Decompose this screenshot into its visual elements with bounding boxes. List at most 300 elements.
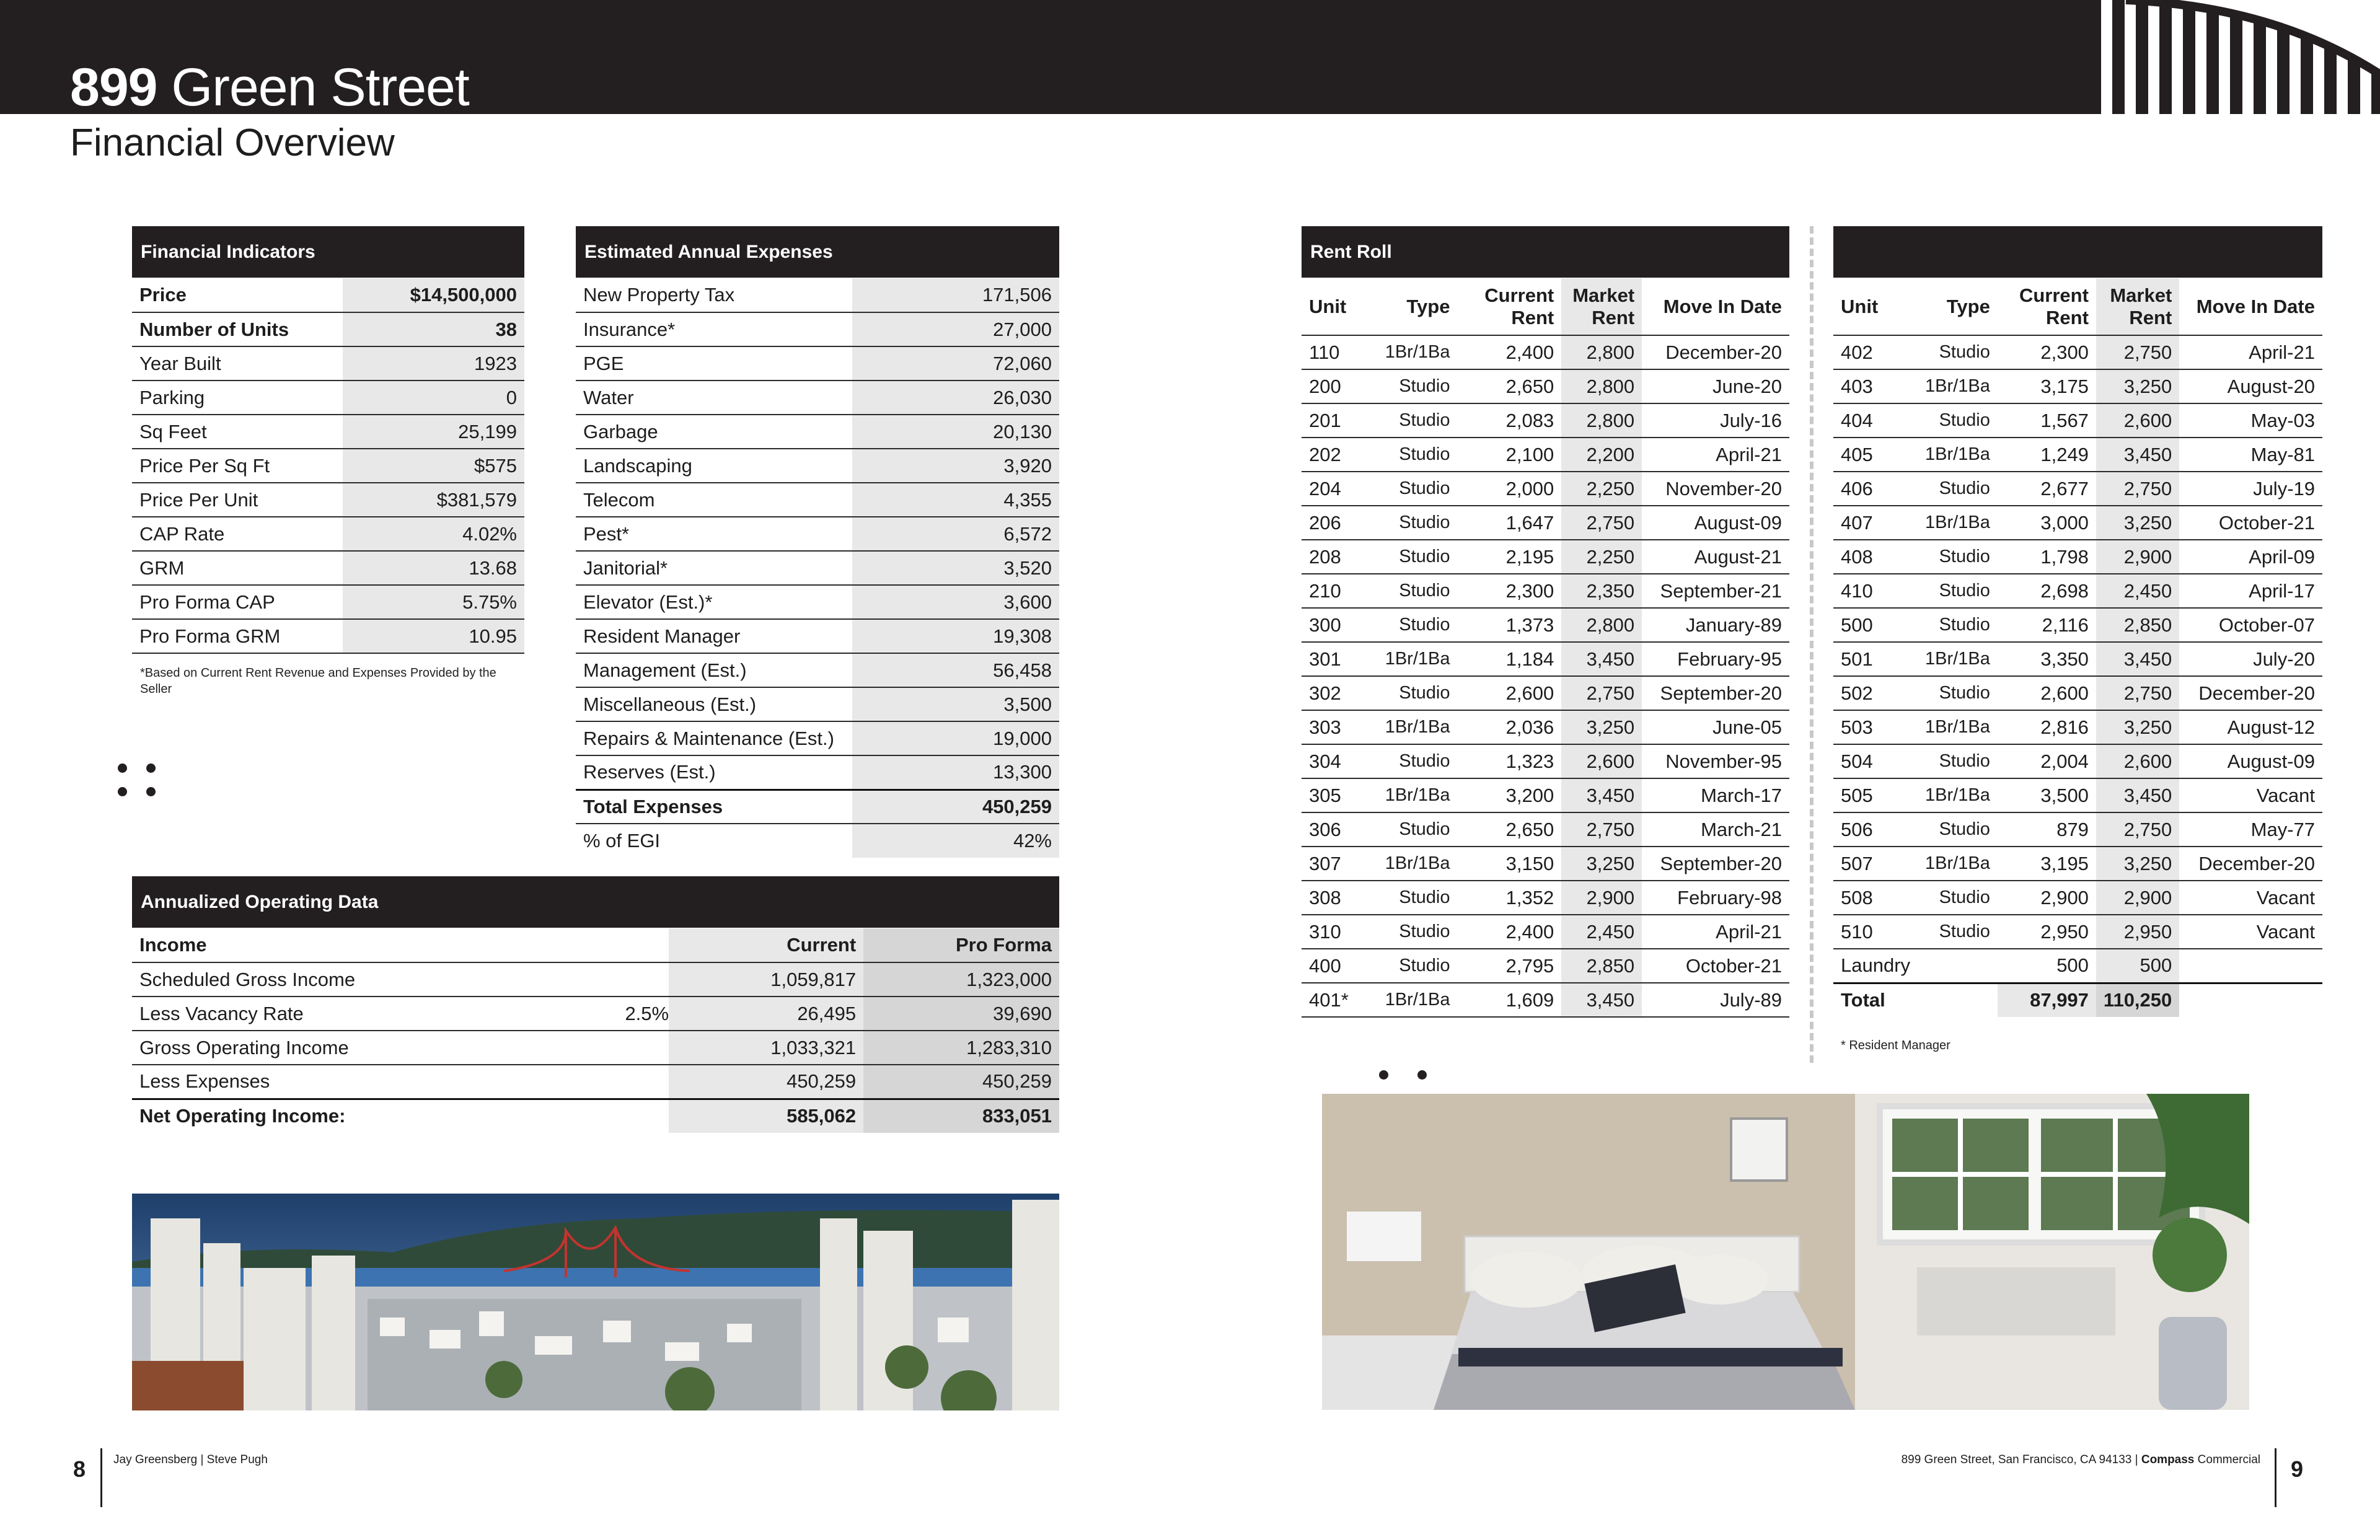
- col-market-rent: Market Rent: [1561, 278, 1642, 335]
- unit: 410: [1833, 574, 1918, 608]
- current-rent: 500: [1998, 949, 2096, 983]
- expense-value: 26,030: [852, 381, 1059, 415]
- unit: 301: [1302, 642, 1378, 676]
- indicator-value: $575: [343, 449, 524, 483]
- move-in-date: August-21: [1642, 540, 1789, 574]
- rent-roll-row: [1302, 881, 1789, 915]
- rent-roll-row: [1302, 847, 1789, 881]
- rent-roll-row: [1833, 847, 2322, 881]
- indicator-label: Price: [132, 278, 343, 312]
- col-move-in: Move In Date: [2179, 278, 2322, 335]
- move-in-date: November-20: [1642, 472, 1789, 506]
- operating-row: [132, 1031, 1059, 1065]
- type: 1Br/1Ba: [1378, 778, 1458, 812]
- col-current-rent: Current Rent: [1998, 278, 2096, 335]
- move-in-date: July-20: [2179, 642, 2322, 676]
- expense-row: [576, 517, 1059, 551]
- rent-roll-row: [1302, 369, 1789, 403]
- type: 1Br/1Ba: [1918, 710, 1998, 744]
- unit: 508: [1833, 881, 1918, 915]
- move-in-date: February-95: [1642, 642, 1789, 676]
- operating-rate: [617, 1065, 669, 1099]
- rent-roll-note: * Resident Manager: [1841, 1039, 1950, 1052]
- indicator-label: Pro Forma GRM: [132, 619, 343, 653]
- rent-roll-total-row: [1833, 983, 2322, 1017]
- expense-value: 3,600: [852, 585, 1059, 619]
- operating-proforma: 1,323,000: [863, 962, 1059, 997]
- current-rent: 3,200: [1457, 778, 1561, 812]
- operating-proforma: 1,283,310: [863, 1031, 1059, 1065]
- type: 1Br/1Ba: [1918, 778, 1998, 812]
- move-in-date: July-89: [1642, 983, 1789, 1017]
- col-unit: Unit: [1833, 278, 1918, 335]
- net-proforma: 833,051: [863, 1099, 1059, 1133]
- expenses-table: [576, 278, 1059, 858]
- current-rent: 2,100: [1457, 438, 1561, 472]
- footer-divider-right: [2275, 1448, 2276, 1507]
- current-rent: 2,900: [1998, 881, 2096, 915]
- type: 1Br/1Ba: [1378, 983, 1458, 1017]
- unit: 208: [1302, 540, 1378, 574]
- move-in-date: August-20: [2179, 369, 2322, 403]
- market-rent: 500: [2096, 949, 2179, 983]
- type: 1Br/1Ba: [1378, 335, 1458, 369]
- current-rent: 2,950: [1998, 915, 2096, 949]
- current-rent: 1,249: [1998, 438, 2096, 472]
- rent-roll-header-continued: [1833, 226, 2322, 278]
- move-in-date: September-20: [1642, 676, 1789, 710]
- operating-current: 1,059,817: [669, 962, 863, 997]
- expense-label: Pest*: [576, 517, 852, 551]
- unit: 202: [1302, 438, 1378, 472]
- type: Studio: [1378, 949, 1458, 983]
- operating-label: Less Expenses: [132, 1065, 617, 1099]
- type: Studio: [1918, 608, 1998, 642]
- rent-roll-row: [1302, 540, 1789, 574]
- move-in-date: July-16: [1642, 403, 1789, 438]
- move-in-date: August-09: [2179, 744, 2322, 778]
- rent-roll-row: [1833, 744, 2322, 778]
- indicator-label: Pro Forma CAP: [132, 585, 343, 619]
- expense-label: Landscaping: [576, 449, 852, 483]
- indicator-row: [132, 551, 524, 585]
- current-rent: 2,300: [1457, 574, 1561, 608]
- unit: 304: [1302, 744, 1378, 778]
- indicator-value: 0: [343, 381, 524, 415]
- type: Studio: [1378, 369, 1458, 403]
- current-rent: 2,036: [1457, 710, 1561, 744]
- egi-label: % of EGI: [583, 830, 661, 851]
- type: Studio: [1378, 744, 1458, 778]
- rent-roll-row: [1302, 506, 1789, 540]
- rent-roll-row: [1833, 335, 2322, 369]
- rent-roll-row: [1833, 676, 2322, 710]
- rent-roll-table-right: [1833, 278, 2322, 1017]
- indicator-row: [132, 312, 524, 346]
- expense-value: 13,300: [852, 755, 1059, 790]
- market-rent: 2,200: [1561, 438, 1642, 472]
- rent-roll-row: [1833, 574, 2322, 608]
- footer-address: 899 Green Street, San Francisco, CA 94133 | Compass Commercial: [1901, 1453, 2260, 1466]
- unit: 505: [1833, 778, 1918, 812]
- operating-current: 26,495: [669, 997, 863, 1031]
- indicator-value: 38: [343, 312, 524, 346]
- type: 1Br/1Ba: [1378, 642, 1458, 676]
- market-rent: 2,850: [2096, 608, 2179, 642]
- rent-roll-row: [1833, 369, 2322, 403]
- expense-value: 20,130: [852, 415, 1059, 449]
- market-rent: 3,450: [2096, 642, 2179, 676]
- indicator-label: Sq Feet: [132, 415, 343, 449]
- type: Studio: [1378, 438, 1458, 472]
- type: 1Br/1Ba: [1918, 506, 1998, 540]
- unit: 503: [1833, 710, 1918, 744]
- unit: 408: [1833, 540, 1918, 574]
- rent-roll-row: [1833, 949, 2322, 983]
- expense-value: 56,458: [852, 653, 1059, 687]
- rent-roll-row: [1302, 642, 1789, 676]
- move-in-date: September-21: [1642, 574, 1789, 608]
- type: Studio: [1918, 881, 1998, 915]
- unit: 404: [1833, 403, 1918, 438]
- type: Studio: [1378, 676, 1458, 710]
- market-rent: 2,750: [1561, 506, 1642, 540]
- move-in-date: Vacant: [2179, 778, 2322, 812]
- expense-row: [576, 415, 1059, 449]
- expense-label: Reserves (Est.): [576, 755, 852, 790]
- type: Studio: [1378, 881, 1458, 915]
- current-rent: 2,816: [1998, 710, 2096, 744]
- market-rent: 2,750: [1561, 812, 1642, 847]
- rent-roll-row: [1302, 438, 1789, 472]
- expense-row: [576, 381, 1059, 415]
- current-rent: 2,400: [1457, 335, 1561, 369]
- unit: 504: [1833, 744, 1918, 778]
- unit: 406: [1833, 472, 1918, 506]
- expense-value: 3,520: [852, 551, 1059, 585]
- expense-value: 4,355: [852, 483, 1059, 517]
- market-rent: 2,850: [1561, 949, 1642, 983]
- total-expenses-value: 450,259: [852, 790, 1059, 824]
- unit: 303: [1302, 710, 1378, 744]
- market-rent: 2,450: [2096, 574, 2179, 608]
- market-rent: 3,250: [2096, 369, 2179, 403]
- rent-roll-row: [1833, 403, 2322, 438]
- expense-label: New Property Tax: [576, 278, 852, 312]
- expense-total-row: [576, 790, 1059, 824]
- page-number-right: 9: [2291, 1456, 2304, 1482]
- rent-roll-row: [1302, 472, 1789, 506]
- unit: 405: [1833, 438, 1918, 472]
- market-rent: 3,450: [1561, 642, 1642, 676]
- type: Studio: [1918, 915, 1998, 949]
- expense-label: Garbage: [576, 415, 852, 449]
- type: Studio: [1918, 812, 1998, 847]
- expense-label: Resident Manager: [576, 619, 852, 653]
- rent-roll-row: [1302, 744, 1789, 778]
- market-rent: 3,250: [2096, 506, 2179, 540]
- rent-roll-row: [1833, 710, 2322, 744]
- rent-roll-row: [1833, 915, 2322, 949]
- move-in-date: May-81: [2179, 438, 2322, 472]
- bedroom-photo: [1322, 1094, 2249, 1410]
- rent-roll-row: [1302, 608, 1789, 642]
- egi-row: [576, 824, 1059, 858]
- indicator-label: Price Per Sq Ft: [132, 449, 343, 483]
- expense-value: 3,500: [852, 687, 1059, 721]
- indicator-label: CAP Rate: [132, 517, 343, 551]
- type: Studio: [1918, 676, 1998, 710]
- expense-value: 27,000: [852, 312, 1059, 346]
- expense-value: 6,572: [852, 517, 1059, 551]
- expense-row: [576, 312, 1059, 346]
- operating-current: 450,259: [669, 1065, 863, 1099]
- operating-label: Gross Operating Income: [132, 1031, 617, 1065]
- market-rent: 3,250: [1561, 710, 1642, 744]
- net-label: Net Operating Income:: [132, 1099, 617, 1133]
- move-in-date: April-21: [1642, 438, 1789, 472]
- rent-roll-row: [1302, 949, 1789, 983]
- indicator-value: 4.02%: [343, 517, 524, 551]
- unit: 204: [1302, 472, 1378, 506]
- rent-roll-row: [1302, 403, 1789, 438]
- total-market-rent: 110,250: [2096, 983, 2179, 1017]
- market-rent: 3,250: [2096, 710, 2179, 744]
- indicator-row: [132, 619, 524, 653]
- expense-row: [576, 278, 1059, 312]
- indicator-row: [132, 346, 524, 381]
- total-label: Total: [1833, 983, 1918, 1017]
- operating-data-header: Annualized Operating Data: [132, 876, 1059, 928]
- operating-data-table: [132, 928, 1059, 1133]
- type: Studio: [1378, 812, 1458, 847]
- indicator-row: [132, 278, 524, 312]
- move-in-date: Vacant: [2179, 915, 2322, 949]
- rent-roll-row: [1302, 915, 1789, 949]
- unit: 201: [1302, 403, 1378, 438]
- market-rent: 2,800: [1561, 608, 1642, 642]
- type: Studio: [1378, 403, 1458, 438]
- current-rent: 1,647: [1457, 506, 1561, 540]
- current-rent: 2,083: [1457, 403, 1561, 438]
- rent-roll-row: [1302, 710, 1789, 744]
- move-in-date: March-17: [1642, 778, 1789, 812]
- financial-indicators-table: [132, 278, 524, 654]
- indicator-value: 1923: [343, 346, 524, 381]
- type: [1918, 949, 1998, 983]
- rent-roll-row: [1302, 778, 1789, 812]
- operating-row: [132, 997, 1059, 1031]
- total-expenses-label: Total Expenses: [576, 790, 852, 824]
- market-rent: 2,750: [1561, 676, 1642, 710]
- current-rent: 2,004: [1998, 744, 2096, 778]
- operating-current: 1,033,321: [669, 1031, 863, 1065]
- market-rent: 2,600: [2096, 744, 2179, 778]
- rent-roll-row: [1302, 574, 1789, 608]
- type: Studio: [1378, 506, 1458, 540]
- market-rent: 2,450: [1561, 915, 1642, 949]
- indicator-value: 25,199: [343, 415, 524, 449]
- move-in-date: December-20: [2179, 847, 2322, 881]
- unit: 200: [1302, 369, 1378, 403]
- indicator-value: 10.95: [343, 619, 524, 653]
- indicator-label: Price Per Unit: [132, 483, 343, 517]
- current-rent: 2,400: [1457, 915, 1561, 949]
- footer-authors: Jay Greensberg | Steve Pugh: [113, 1453, 268, 1466]
- market-rent: 2,900: [2096, 540, 2179, 574]
- current-rent: 3,350: [1998, 642, 2096, 676]
- rent-roll-table-left: [1302, 278, 1789, 1018]
- market-rent: 2,750: [2096, 335, 2179, 369]
- unit: 501: [1833, 642, 1918, 676]
- page-number-left: 8: [73, 1456, 86, 1482]
- unit: 500: [1833, 608, 1918, 642]
- indicator-row: [132, 483, 524, 517]
- column-divider: [1810, 226, 1814, 1063]
- rent-roll-row: [1833, 778, 2322, 812]
- rent-roll-row: [1833, 540, 2322, 574]
- unit: 110: [1302, 335, 1378, 369]
- unit: 401*: [1302, 983, 1378, 1017]
- operating-rate: 2.5%: [617, 997, 669, 1031]
- empty-cell: [1918, 983, 1998, 1017]
- unit: 502: [1833, 676, 1918, 710]
- current-rent: 2,698: [1998, 574, 2096, 608]
- unit: 302: [1302, 676, 1378, 710]
- expense-row: [576, 653, 1059, 687]
- move-in-date: May-77: [2179, 812, 2322, 847]
- unit: 307: [1302, 847, 1378, 881]
- move-in-date: June-05: [1642, 710, 1789, 744]
- expense-label: Repairs & Maintenance (Est.): [576, 721, 852, 755]
- expense-row: [576, 721, 1059, 755]
- current-rent: 1,798: [1998, 540, 2096, 574]
- move-in-date: October-21: [2179, 506, 2322, 540]
- expense-label: Janitorial*: [576, 551, 852, 585]
- expense-label: PGE: [576, 346, 852, 381]
- type: Studio: [1918, 574, 1998, 608]
- expense-row: [576, 449, 1059, 483]
- market-rent: 2,250: [1561, 472, 1642, 506]
- total-current-rent: 87,997: [1998, 983, 2096, 1017]
- current-rent: 2,116: [1998, 608, 2096, 642]
- unit: 206: [1302, 506, 1378, 540]
- operating-proforma: 450,259: [863, 1065, 1059, 1099]
- move-in-date: August-12: [2179, 710, 2322, 744]
- empty-cell: [617, 928, 669, 962]
- move-in-date: June-20: [1642, 369, 1789, 403]
- empty-cell: [2179, 983, 2322, 1017]
- market-rent: 2,750: [2096, 812, 2179, 847]
- col-market-rent: Market Rent: [2096, 278, 2179, 335]
- unit: 510: [1833, 915, 1918, 949]
- expense-label: Management (Est.): [576, 653, 852, 687]
- operating-rate: [617, 1031, 669, 1065]
- type: Studio: [1378, 915, 1458, 949]
- rent-roll-row: [1833, 438, 2322, 472]
- current-rent: 3,000: [1998, 506, 2096, 540]
- expense-row: [576, 585, 1059, 619]
- current-rent: 2,677: [1998, 472, 2096, 506]
- move-in-date: October-21: [1642, 949, 1789, 983]
- unit: 300: [1302, 608, 1378, 642]
- move-in-date: December-20: [1642, 335, 1789, 369]
- type: 1Br/1Ba: [1918, 642, 1998, 676]
- current-rent: 2,650: [1457, 812, 1561, 847]
- rent-roll-row: [1302, 983, 1789, 1017]
- col-unit: Unit: [1302, 278, 1378, 335]
- expense-value: 3,920: [852, 449, 1059, 483]
- market-rent: 2,800: [1561, 369, 1642, 403]
- col-type: Type: [1378, 278, 1458, 335]
- type: Studio: [1378, 540, 1458, 574]
- indicator-label: Parking: [132, 381, 343, 415]
- move-in-date: April-17: [2179, 574, 2322, 608]
- current-rent: 1,567: [1998, 403, 2096, 438]
- move-in-date: July-19: [2179, 472, 2322, 506]
- expense-row: [576, 687, 1059, 721]
- expense-label: Miscellaneous (Est.): [576, 687, 852, 721]
- move-in-date: August-09: [1642, 506, 1789, 540]
- unit: 306: [1302, 812, 1378, 847]
- unit: 507: [1833, 847, 1918, 881]
- rent-roll-row: [1833, 642, 2322, 676]
- indicator-row: [132, 585, 524, 619]
- market-rent: 2,900: [1561, 881, 1642, 915]
- market-rent: 2,800: [1561, 403, 1642, 438]
- expense-value: 171,506: [852, 278, 1059, 312]
- market-rent: 2,750: [2096, 472, 2179, 506]
- col-income: Income: [132, 928, 617, 962]
- unit: 402: [1833, 335, 1918, 369]
- move-in-date: April-21: [2179, 335, 2322, 369]
- unit: 407: [1833, 506, 1918, 540]
- current-rent: 2,650: [1457, 369, 1561, 403]
- page-subtitle: Financial Overview: [70, 121, 395, 164]
- current-rent: 879: [1998, 812, 2096, 847]
- market-rent: 2,250: [1561, 540, 1642, 574]
- unit: 310: [1302, 915, 1378, 949]
- unit: 305: [1302, 778, 1378, 812]
- indicator-row: [132, 381, 524, 415]
- expense-row: [576, 551, 1059, 585]
- market-rent: 2,350: [1561, 574, 1642, 608]
- col-type: Type: [1918, 278, 1998, 335]
- expense-label: Water: [576, 381, 852, 415]
- operating-label: Scheduled Gross Income: [132, 962, 617, 997]
- current-rent: 2,600: [1998, 676, 2096, 710]
- type: 1Br/1Ba: [1378, 847, 1458, 881]
- operating-label: Less Vacancy Rate: [132, 997, 617, 1031]
- market-rent: 2,800: [1561, 335, 1642, 369]
- move-in-date: September-20: [1642, 847, 1789, 881]
- current-rent: 3,150: [1457, 847, 1561, 881]
- move-in-date: December-20: [2179, 676, 2322, 710]
- rent-roll-row: [1302, 676, 1789, 710]
- rent-roll-row: [1833, 472, 2322, 506]
- expense-value: 72,060: [852, 346, 1059, 381]
- current-rent: 1,352: [1457, 881, 1561, 915]
- market-rent: 2,900: [2096, 881, 2179, 915]
- current-rent: 2,300: [1998, 335, 2096, 369]
- expense-row: [576, 483, 1059, 517]
- type: 1Br/1Ba: [1378, 710, 1458, 744]
- move-in-date: Vacant: [2179, 881, 2322, 915]
- expense-value: 19,308: [852, 619, 1059, 653]
- operating-row: [132, 962, 1059, 997]
- rent-roll-row: [1833, 506, 2322, 540]
- current-rent: 1,323: [1457, 744, 1561, 778]
